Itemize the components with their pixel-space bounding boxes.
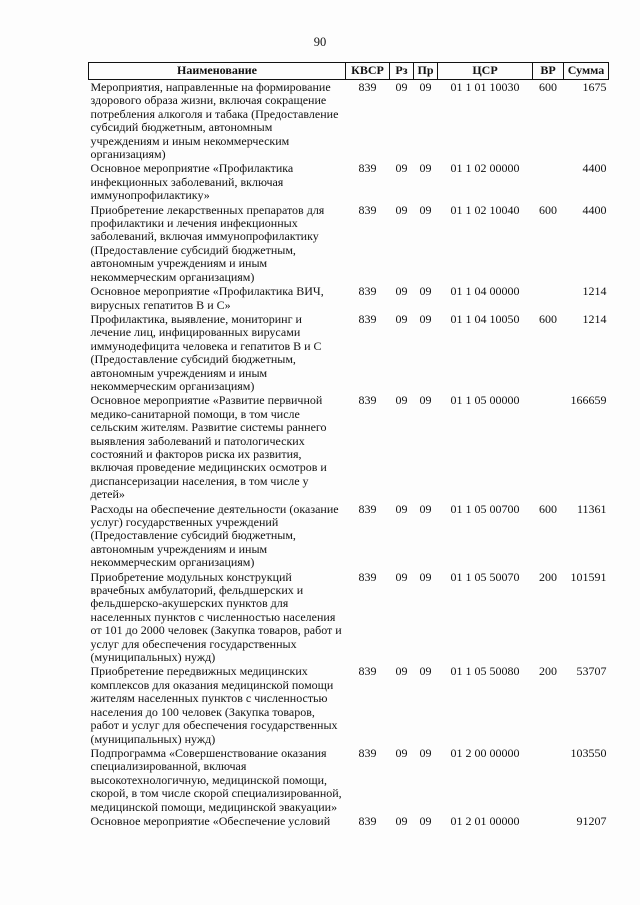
header-vr: ВР: [533, 63, 564, 80]
page-number: 90: [313, 35, 327, 49]
cell-pr: 09: [419, 569, 432, 584]
cell-csr: 01 1 05 00700: [450, 501, 520, 516]
cell-pr: 09: [419, 80, 432, 94]
cell-vr: [533, 161, 564, 202]
cell-sum: 53707: [576, 664, 607, 679]
cell-pr: 09: [419, 284, 432, 299]
cell-rz: 09: [395, 393, 408, 408]
cell-pr: 09: [419, 664, 432, 679]
cell-sum: 166659: [570, 393, 607, 408]
cell-sum: 101591: [570, 569, 607, 584]
cell-kvsr: 839: [358, 813, 377, 828]
cell-vr: 600: [539, 202, 557, 217]
cell-vr: 200: [539, 664, 557, 679]
table-row: [89, 502, 609, 570]
table-row: [89, 284, 609, 312]
header-pr: Пр: [414, 63, 438, 80]
cell-csr: 01 1 02 10040: [450, 202, 520, 217]
table-row: [89, 80, 609, 162]
cell-name: Основное мероприятие «Развитие первичной медико-санитарной помощи, в том числе сельским жителям. Развитие системы раннего выявления заболеваний и патологических состояний и факторов риска их развития, включая проведение медицинских осмотров и диспансеризации населения, в том числе у детей»: [90, 393, 327, 502]
cell-pr: 09: [419, 202, 432, 217]
cell-rz: 09: [395, 311, 408, 326]
cell-kvsr: 839: [358, 311, 377, 326]
cell-vr: [533, 814, 564, 828]
cell-kvsr: 839: [358, 664, 377, 679]
cell-sum: 11361: [576, 501, 607, 516]
table-row: [89, 393, 609, 501]
cell-name: Приобретение передвижных медицинских комплексов для оказания медицинской помощи жителям населенных пунктов с численностью населения до 100 человек (Закупка товаров, работ и услуг для обеспечения государственных (муниципальных) нужд): [90, 664, 338, 746]
cell-name: Расходы на обеспечение деятельности (оказание услуг) государственных учреждений (Предоставление субсидий бюджетным, автономным учреждениям и иным некоммерческим организациям): [90, 501, 339, 570]
cell-sum: 1214: [582, 311, 607, 326]
cell-csr: 01 2 00 00000: [450, 745, 520, 760]
cell-pr: 09: [419, 813, 432, 828]
table-row: [89, 203, 609, 284]
cell-vr: [533, 284, 564, 312]
cell-rz: 09: [395, 745, 408, 760]
cell-kvsr: 839: [358, 80, 377, 94]
cell-name: Основное мероприятие «Обеспечение условий: [90, 813, 331, 828]
cell-csr: 01 1 04 00000: [450, 284, 520, 299]
cell-vr: [533, 746, 564, 814]
cell-rz: 09: [395, 161, 408, 176]
cell-vr: 200: [539, 569, 557, 584]
cell-kvsr: 839: [358, 284, 377, 299]
cell-pr: 09: [419, 161, 432, 176]
cell-sum: 4400: [582, 161, 607, 176]
cell-csr: 01 2 01 00000: [450, 813, 520, 828]
cell-csr: 01 1 04 10050: [450, 311, 520, 326]
cell-rz: 09: [395, 80, 408, 94]
cell-rz: 09: [395, 813, 408, 828]
cell-name: Основное мероприятие «Профилактика инфекционных заболеваний, включая иммунопрофилактику»: [90, 161, 294, 203]
cell-kvsr: 839: [358, 161, 377, 176]
cell-csr: 01 1 02 00000: [450, 161, 520, 176]
cell-vr: 600: [539, 501, 557, 516]
header-rz: Рз: [390, 63, 414, 80]
cell-sum: 1214: [582, 284, 607, 299]
header-kvsr: КВСР: [346, 63, 390, 80]
cell-rz: 09: [395, 284, 408, 299]
table-body: [89, 80, 609, 829]
cell-csr: 01 1 05 00000: [450, 393, 520, 408]
table-row: [89, 312, 609, 393]
cell-sum: 91207: [576, 813, 607, 828]
cell-vr: 600: [539, 311, 557, 326]
cell-sum: 4400: [582, 202, 607, 217]
table-header-row: [89, 63, 609, 80]
header-sum: Сумма: [564, 63, 609, 80]
cell-pr: 09: [419, 311, 432, 326]
cell-pr: 09: [419, 745, 432, 760]
header-name: Наименование: [89, 63, 346, 80]
cell-pr: 09: [419, 393, 432, 408]
cell-pr: 09: [419, 501, 432, 516]
cell-name: Основное мероприятие «Профилактика ВИЧ, вирусных гепатитов В и С»: [90, 284, 324, 312]
table-row: [89, 570, 609, 665]
table-row: [89, 664, 609, 745]
cell-kvsr: 839: [358, 745, 377, 760]
cell-rz: 09: [395, 664, 408, 679]
cell-kvsr: 839: [358, 569, 377, 584]
table-row: [89, 814, 609, 828]
cell-name: Подпрограмма «Совершенствование оказания специализированной, включая высокотехнологичную, медицинской помощи, скорой, в том числе скорой специализированной, медицинской помощи, медицинской эвакуации»: [90, 745, 342, 814]
cell-kvsr: 839: [358, 501, 377, 516]
cell-rz: 09: [395, 202, 408, 217]
cell-name: Мероприятия, направленные на формирование здорового образа жизни, включая сокращение потребления алкоголя и табака (Предоставление субсидий бюджетным, автономным учреждениям и иным некоммерческим организациям): [90, 80, 339, 162]
cell-csr: 01 1 01 10030: [450, 80, 520, 94]
cell-csr: 01 1 05 50070: [450, 569, 520, 584]
table-row: [89, 746, 609, 814]
cell-name: Приобретение модульных конструкций врачебных амбулаторий, фельдшерских и фельдшерско-акушерских пунктов для населенных пунктов с численностью населения от 101 до 2000 человек (Закупка товаров, работ и услуг для обеспечения государственных (муниципальных) нужд): [90, 569, 342, 665]
cell-name: Приобретение лекарственных препаратов для профилактики и лечения инфекционных заболеваний, включая иммунопрофилактику (Предоставление субсидий бюджетным, автономным учреждениям и иным некоммерческим организациям): [90, 202, 325, 284]
cell-sum: 1675: [582, 80, 607, 94]
cell-name: Профилактика, выявление, мониторинг и лечение лиц, инфицированных вирусами иммунодефицита человека и гепатитов В и С (Предоставление субсидий бюджетным, автономным учреждениям и иным некоммерческим организациям): [90, 311, 322, 393]
cell-sum: 103550: [570, 745, 607, 760]
cell-kvsr: 839: [358, 393, 377, 408]
table-row: [89, 161, 609, 202]
cell-rz: 09: [395, 569, 408, 584]
cell-vr: 600: [539, 80, 557, 94]
cell-kvsr: 839: [358, 202, 377, 217]
header-csr: ЦСР: [438, 63, 533, 80]
cell-csr: 01 1 05 50080: [450, 664, 520, 679]
cell-rz: 09: [395, 501, 408, 516]
cell-vr: [533, 393, 564, 501]
budget-table: [88, 62, 609, 828]
